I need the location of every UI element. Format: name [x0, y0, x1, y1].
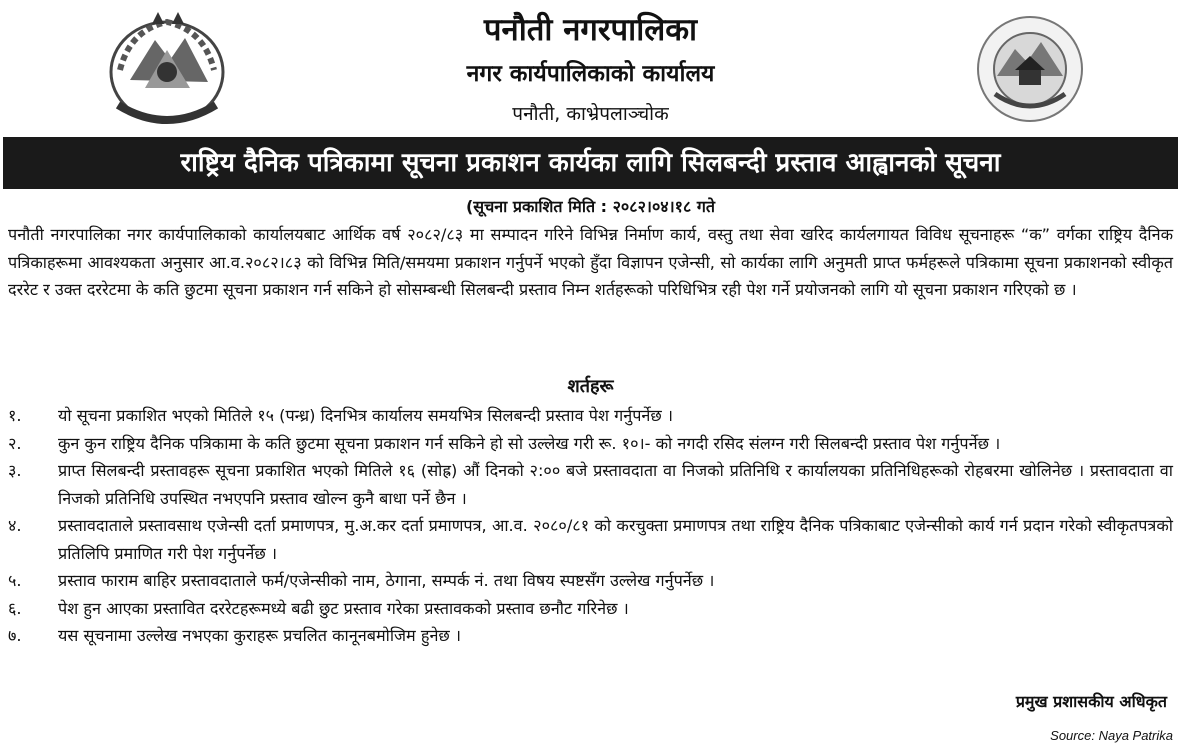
condition-item	[8, 622, 1173, 650]
condition-number: ७.	[8, 626, 22, 645]
publication-date: (सूचना प्रकाशित मिति : २०८२।०४।१८ गते	[465, 197, 716, 216]
signatory-title: प्रमुख प्रशासकीय अधिकृत	[1015, 692, 1167, 711]
condition-item	[8, 430, 1173, 458]
condition-text: पेश हुन आएका प्रस्तावित दररेटहरूमध्ये बढी छुट प्रस्ताव गरेका प्रस्तावकको प्रस्ताव छनौट गरिनेछ ।	[58, 598, 629, 618]
condition-item	[8, 512, 1173, 567]
conditions-title: शर्तहरू	[567, 376, 614, 397]
condition-number: १.	[8, 406, 22, 425]
condition-text: प्रस्ताव फाराम बाहिर प्रस्तावदाताले फर्म/एजेन्सीको नाम, ठेगाना, सम्पर्क नं. तथा विषय स्पष्टसँग उल्लेख गर्नुपर्नेछ ।	[58, 571, 715, 590]
condition-number: ५.	[8, 571, 22, 590]
source-credit: Source: Naya Patrika	[1050, 728, 1173, 743]
notice-heading-banner: राष्ट्रिय दैनिक पत्रिकामा सूचना प्रकाशन कार्यका लागि सिलबन्दी प्रस्ताव आह्वानको सूचना	[3, 137, 1178, 189]
office-name: नगर कार्यपालिकाको कार्यालय	[466, 61, 715, 87]
condition-number: ४.	[8, 516, 22, 535]
municipality-logo-icon	[975, 14, 1085, 124]
office-address: पनौती, काभ्रेपलाञ्चोक	[512, 103, 669, 125]
condition-text: प्राप्त सिलबन्दी प्रस्तावहरू सूचना प्रकाशित भएको मितिले १६ (सोह्र) औं दिनको २:०० बजे प्रस्तावदाता वा निजको प्रतिनिधि र कार्यालयका प्रतिनिधिहरूको रोहबरमा खोलिनेछ । प्रस्तावदाता वा निजको प्रतिनिधि उपस्थित नभएपनि प्रस्ताव खोल्न कुनै बाधा पर्ने छैन ।	[58, 461, 1173, 508]
condition-item	[8, 595, 1173, 623]
condition-item	[8, 457, 1173, 512]
conditions-list	[8, 402, 1173, 650]
condition-number: २.	[8, 433, 22, 453]
notice-header	[0, 0, 1181, 135]
condition-number: ३.	[8, 461, 22, 480]
condition-number: ६.	[8, 598, 22, 618]
condition-text: यस सूचनामा उल्लेख नभएका कुराहरू प्रचलित कानूनबमोजिम हुनेछ ।	[58, 626, 462, 645]
notice-intro-paragraph: पनौती नगरपालिका नगर कार्यपालिकाको कार्यालयबाट आर्थिक वर्ष २०८२/८३ मा सम्पादन गरिने विभिन्न निर्माण कार्य, वस्तु तथा सेवा खरिद कार्यलगायत विविध सूचनाहरू “क” वर्गका राष्ट्रिय दैनिक पत्रिकाहरूमा आवश्यकता अनुसार आ.व.२०८२।८३ को विभिन्न मिति/समयमा प्रकाशन गर्नुपर्ने भएको हुँदा विज्ञापन एजेन्सी, सो कार्यका लागि अनुमती प्राप्त फर्महरूले पत्रिकामा सूचना प्रकाशनको स्वीकृत दररेट र उक्त दररेटमा के कति छुटमा सूचना प्रकाशन गर्न सकिने हो सोसम्बन्धी सिलबन्दी प्रस्ताव निम्न शर्तहरूको परिधिभित्र रही पेश गर्ने प्रयोजनको लागि यो सूचना प्रकाशन गरिएको छ ।	[8, 225, 1173, 299]
condition-item	[8, 402, 1173, 430]
condition-text: प्रस्तावदाताले प्रस्तावसाथ एजेन्सी दर्ता प्रमाणपत्र, मु.अ.कर दर्ता प्रमाणपत्र, आ.व. २०८०/८१ को करचुक्ता प्रमाणपत्र तथा राष्ट्रिय दैनिक पत्रिकाबाट एजेन्सीको कार्य गर्न प्रदान गरेको स्वीकृतपत्रको प्रतिलिपि प्रमाणित गरी पेश गर्नुपर्नेछ ।	[58, 516, 1173, 563]
condition-text: यो सूचना प्रकाशित भएको मितिले १५ (पन्ध्र) दिनभित्र कार्यालय समयभित्र सिलबन्दी प्रस्ताव पेश गर्नुपर्नेछ ।	[58, 406, 674, 425]
condition-item	[8, 567, 1173, 595]
condition-text: कुन कुन राष्ट्रिय दैनिक पत्रिकामा के कति छुटमा सूचना प्रकाशन गर्न सकिने हो सो उल्लेख गरी रू. १०।- को नगदी रसिद संलग्न गरी सिलबन्दी प्रस्ताव पेश गर्नुपर्नेछ ।	[58, 433, 1001, 453]
municipality-title: पनौती नगरपालिका	[483, 12, 698, 48]
